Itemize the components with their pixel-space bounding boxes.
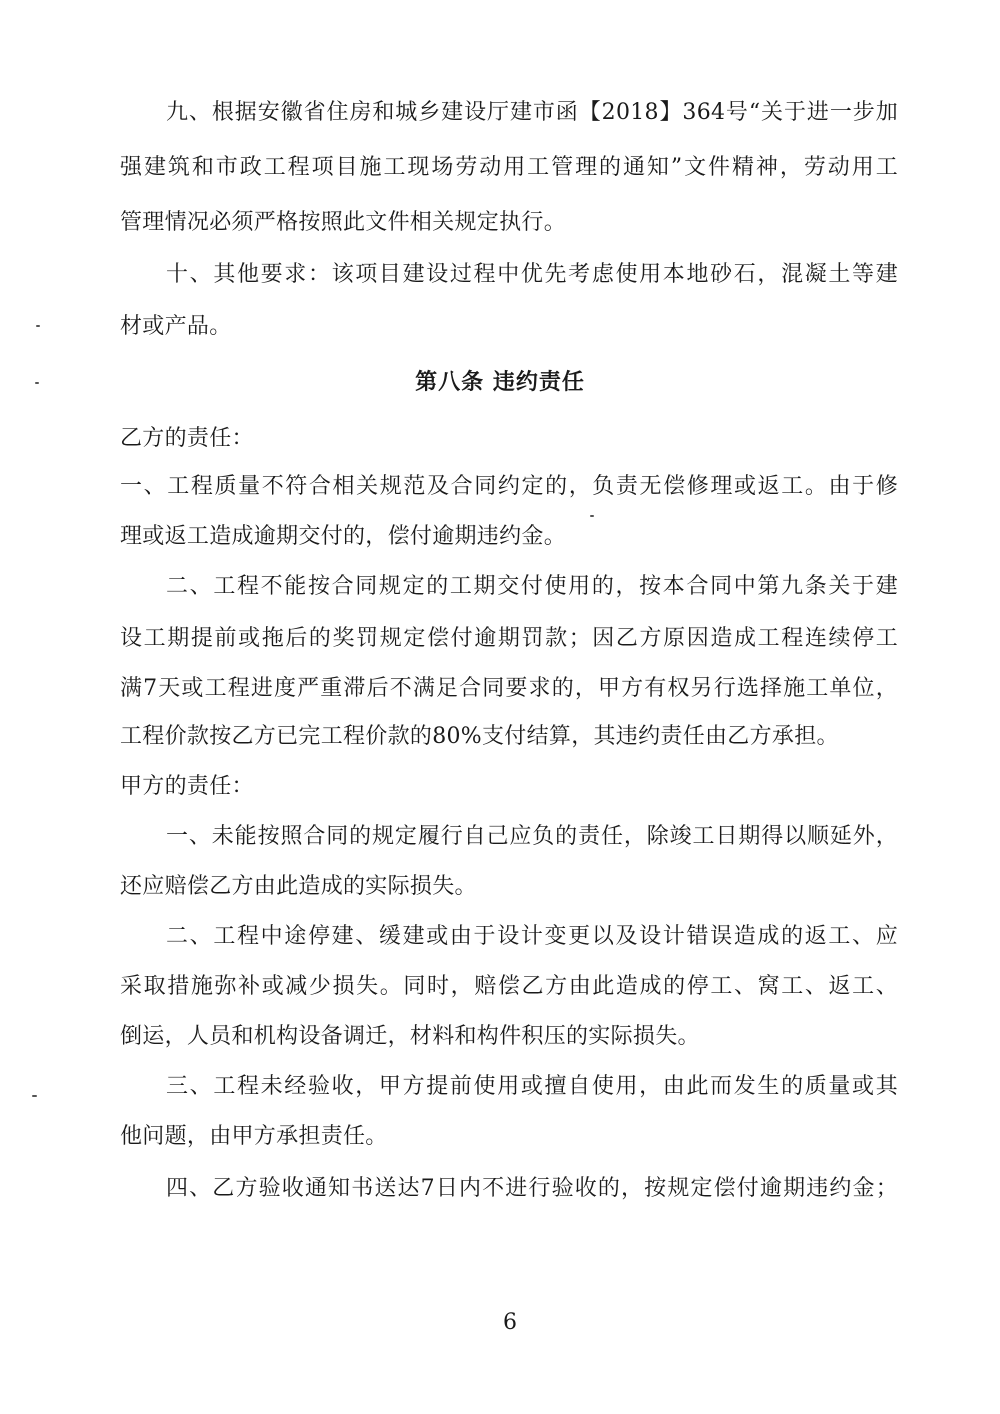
party-b-item-2-line-1: 二、工程不能按合同规定的工期交付使用的，按本合同中第九条关于建 [166, 574, 898, 599]
party-b-item-2-line-3: 满7天或工程进度严重滞后不满足合同要求的，甲方有权另行选择施工单位， [120, 676, 898, 701]
scan-speck [32, 1095, 37, 1097]
paragraph-9-line-2: 强建筑和市政工程项目施工现场劳动用工管理的通知”文件精神，劳动用工 [120, 155, 898, 180]
paragraph-9-line-1: 九、根据安徽省住房和城乡建设厅建市函【2018】364号“关于进一步加 [166, 100, 898, 125]
party-b-item-2-line-4: 工程价款按乙方已完工程价款的80%支付结算，其违约责任由乙方承担。 [120, 724, 839, 749]
party-a-heading: 甲方的责任： [120, 774, 254, 799]
paragraph-9-line-3: 管理情况必须严格按照此文件相关规定执行。 [120, 210, 567, 235]
party-a-item-1-line-1: 一、未能按照合同的规定履行自己应负的责任，除竣工日期得以顺延外， [166, 824, 898, 849]
party-a-item-2-line-2: 采取措施弥补或减少损失。同时，赔偿乙方由此造成的停工、窝工、返工、 [120, 974, 898, 999]
page-number: 6 [503, 1310, 517, 1335]
party-b-heading: 乙方的责任： [120, 426, 254, 451]
article-8-title: 第八条 违约责任 [415, 370, 585, 395]
party-b-item-2-line-2: 设工期提前或拖后的奖罚规定偿付逾期罚款；因乙方原因造成工程连续停工 [120, 626, 898, 651]
party-a-item-1-line-2: 还应赔偿乙方由此造成的实际损失。 [120, 874, 477, 899]
party-a-item-3-line-2: 他问题，由甲方承担责任。 [120, 1124, 388, 1149]
scan-speck [590, 515, 594, 517]
paragraph-10-line-1: 十、其他要求：该项目建设过程中优先考虑使用本地砂石，混凝土等建 [166, 262, 898, 287]
scan-speck [36, 325, 40, 327]
party-b-item-1-line-1: 一、工程质量不符合相关规范及合同约定的，负责无偿修理或返工。由于修 [120, 474, 898, 499]
party-a-item-2-line-3: 倒运，人员和机构设备调迁，材料和构件积压的实际损失。 [120, 1024, 700, 1049]
party-a-item-3-line-1: 三、工程未经验收，甲方提前使用或擅自使用，由此而发生的质量或其 [166, 1074, 898, 1099]
paragraph-10-line-2: 材或产品。 [120, 314, 232, 339]
party-a-item-4-line-1: 四、乙方验收通知书送达7日内不进行验收的，按规定偿付逾期违约金； [166, 1176, 898, 1201]
scan-speck [35, 382, 39, 384]
party-a-item-2-line-1: 二、工程中途停建、缓建或由于设计变更以及设计错误造成的返工、应 [166, 924, 898, 949]
party-b-item-1-line-2: 理或返工造成逾期交付的，偿付逾期违约金。 [120, 524, 567, 549]
